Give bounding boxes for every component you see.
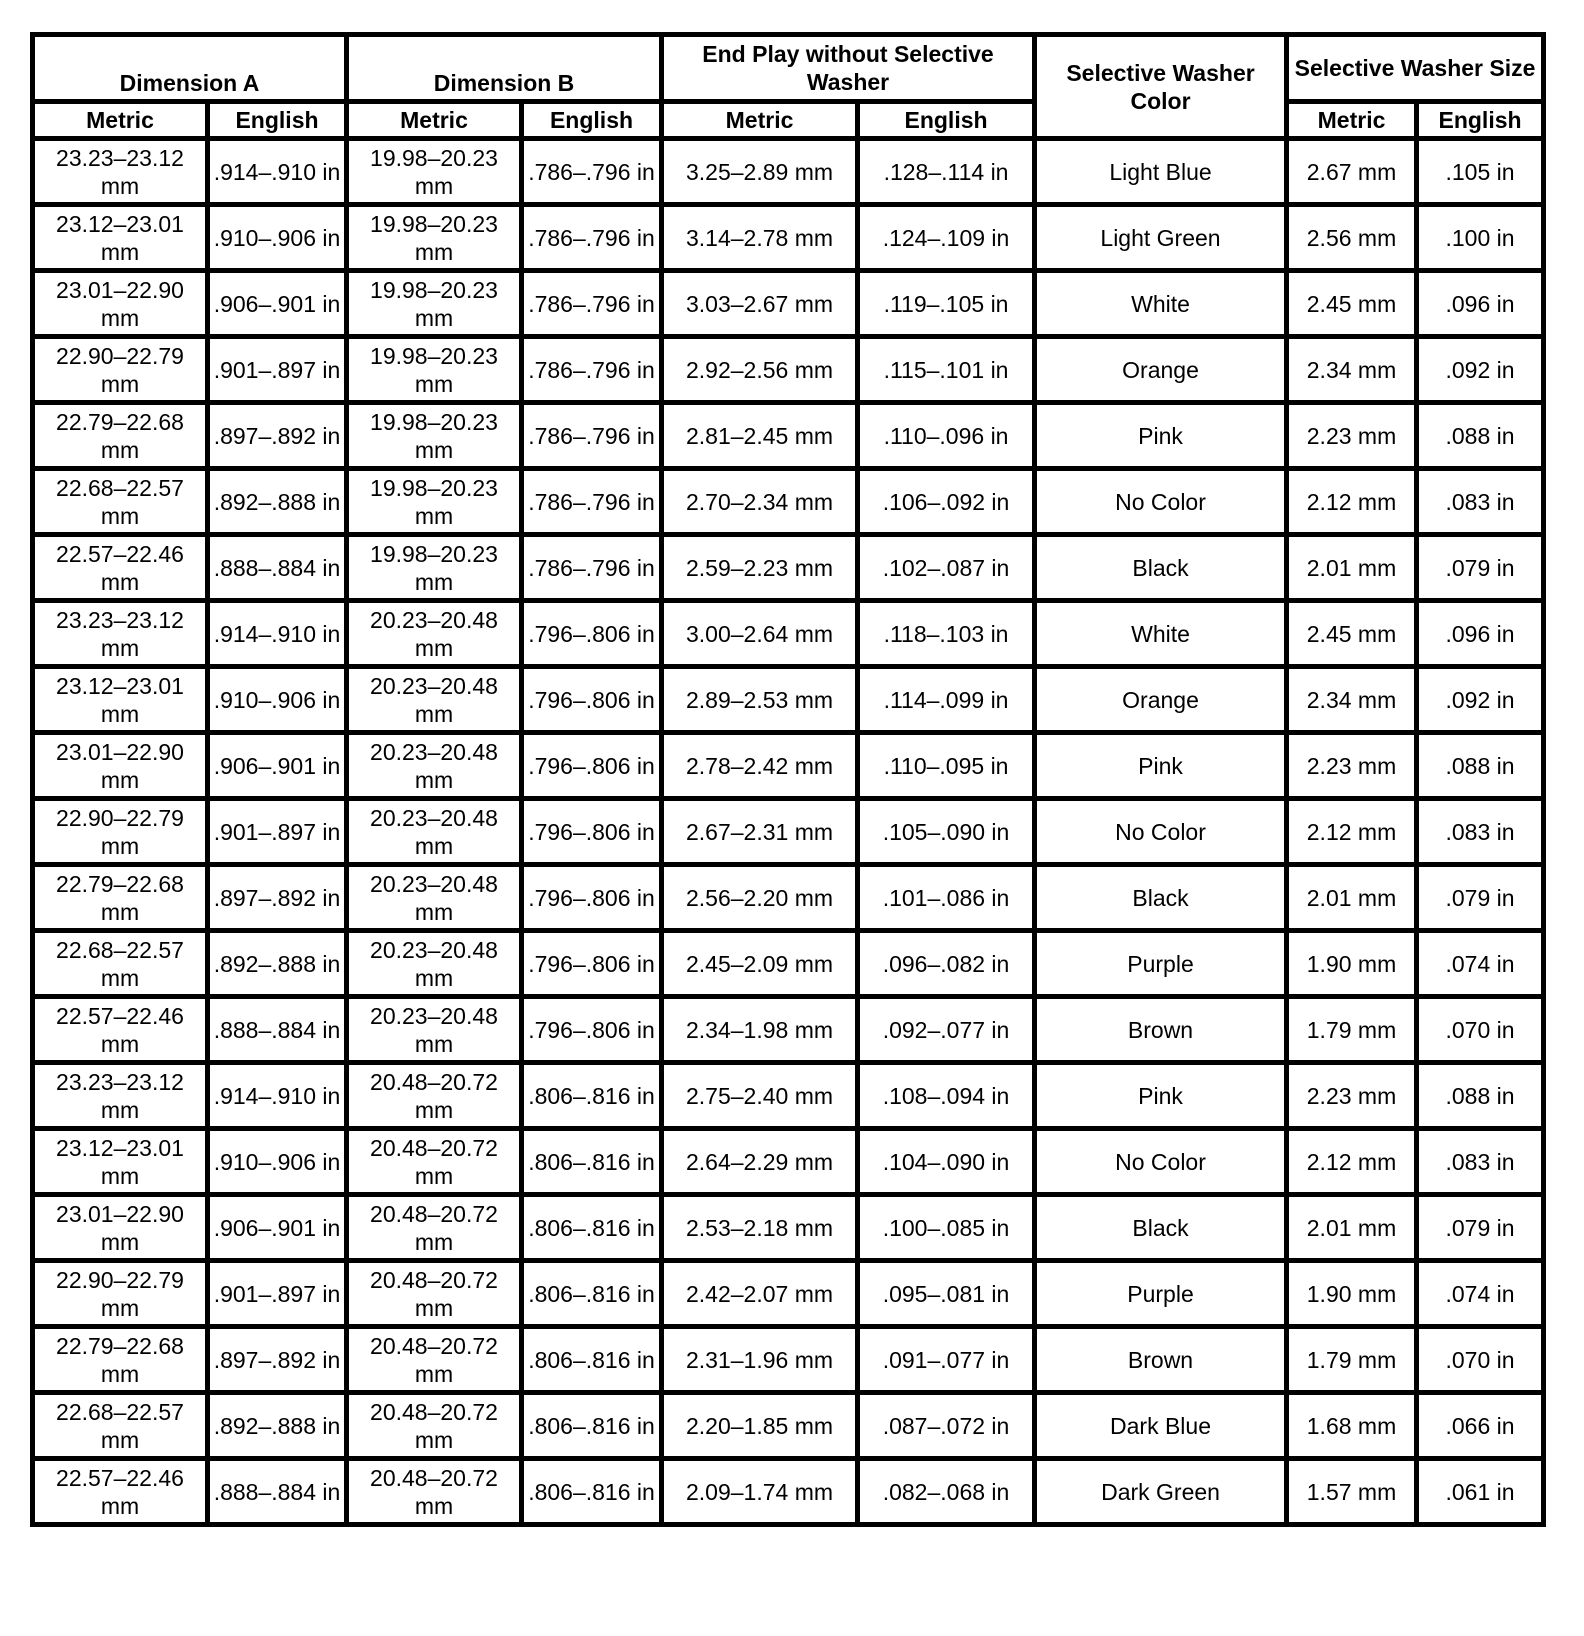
cell-washer-size-english: .074 in (1417, 1261, 1544, 1327)
cell-end-play-metric: 2.64–2.29 mm (662, 1129, 858, 1195)
cell-dim-a-metric: 22.79–22.68 mm (33, 865, 208, 931)
cell-end-play-metric: 2.92–2.56 mm (662, 337, 858, 403)
cell-dim-b-english: .796–.806 in (522, 799, 662, 865)
table-row (33, 733, 1544, 799)
table-row (33, 997, 1544, 1063)
cell-end-play-metric: 3.03–2.67 mm (662, 271, 858, 337)
header-metric: Metric (33, 102, 208, 139)
cell-washer-size-metric: 2.01 mm (1287, 1195, 1417, 1261)
header-end-play: End Play without Selective Washer (662, 35, 1035, 102)
table-row (33, 139, 1544, 205)
cell-end-play-metric: 3.00–2.64 mm (662, 601, 858, 667)
cell-end-play-english: .110–.095 in (858, 733, 1035, 799)
cell-dim-b-english: .786–.796 in (522, 403, 662, 469)
cell-washer-size-english: .088 in (1417, 733, 1544, 799)
cell-washer-size-english: .088 in (1417, 403, 1544, 469)
table-row (33, 535, 1544, 601)
cell-end-play-english: .110–.096 in (858, 403, 1035, 469)
cell-washer-size-metric: 1.90 mm (1287, 931, 1417, 997)
header-dimension-b: Dimension B (347, 35, 662, 102)
cell-washer-size-english: .074 in (1417, 931, 1544, 997)
cell-end-play-metric: 2.78–2.42 mm (662, 733, 858, 799)
cell-washer-size-metric: 1.79 mm (1287, 1327, 1417, 1393)
cell-dim-b-metric: 20.48–20.72 mm (347, 1063, 522, 1129)
cell-washer-size-english: .079 in (1417, 865, 1544, 931)
cell-washer-color: Black (1035, 865, 1287, 931)
cell-dim-a-metric: 23.01–22.90 mm (33, 1195, 208, 1261)
cell-washer-size-metric: 2.01 mm (1287, 535, 1417, 601)
cell-washer-size-english: .088 in (1417, 1063, 1544, 1129)
cell-dim-a-english: .897–.892 in (208, 403, 347, 469)
cell-dim-a-english: .892–.888 in (208, 1393, 347, 1459)
cell-dim-a-metric: 22.79–22.68 mm (33, 1327, 208, 1393)
cell-dim-b-english: .806–.816 in (522, 1063, 662, 1129)
cell-dim-a-english: .906–.901 in (208, 733, 347, 799)
cell-end-play-english: .128–.114 in (858, 139, 1035, 205)
cell-washer-size-english: .061 in (1417, 1459, 1544, 1525)
cell-end-play-english: .096–.082 in (858, 931, 1035, 997)
cell-dim-b-metric: 20.48–20.72 mm (347, 1459, 522, 1525)
cell-end-play-metric: 2.75–2.40 mm (662, 1063, 858, 1129)
cell-dim-a-metric: 22.57–22.46 mm (33, 535, 208, 601)
cell-dim-a-metric: 22.68–22.57 mm (33, 931, 208, 997)
cell-dim-a-metric: 23.23–23.12 mm (33, 139, 208, 205)
cell-washer-size-english: .083 in (1417, 799, 1544, 865)
cell-dim-a-metric: 22.90–22.79 mm (33, 337, 208, 403)
cell-washer-color: Orange (1035, 667, 1287, 733)
cell-washer-size-english: .070 in (1417, 1327, 1544, 1393)
cell-dim-a-english: .914–.910 in (208, 601, 347, 667)
cell-dim-a-english: .888–.884 in (208, 997, 347, 1063)
cell-washer-size-metric: 1.68 mm (1287, 1393, 1417, 1459)
cell-dim-b-metric: 20.48–20.72 mm (347, 1393, 522, 1459)
header-english: English (1417, 102, 1544, 139)
cell-dim-a-english: .901–.897 in (208, 337, 347, 403)
table-row (33, 403, 1544, 469)
cell-washer-size-english: .083 in (1417, 1129, 1544, 1195)
cell-washer-size-metric: 1.90 mm (1287, 1261, 1417, 1327)
cell-washer-size-english: .079 in (1417, 535, 1544, 601)
cell-dim-a-metric: 23.12–23.01 mm (33, 205, 208, 271)
cell-end-play-metric: 2.81–2.45 mm (662, 403, 858, 469)
cell-end-play-english: .102–.087 in (858, 535, 1035, 601)
cell-dim-a-english: .910–.906 in (208, 667, 347, 733)
cell-washer-size-english: .096 in (1417, 271, 1544, 337)
cell-washer-color: No Color (1035, 469, 1287, 535)
cell-dim-a-english: .910–.906 in (208, 1129, 347, 1195)
cell-end-play-metric: 3.14–2.78 mm (662, 205, 858, 271)
cell-dim-b-metric: 19.98–20.23 mm (347, 337, 522, 403)
header-english: English (858, 102, 1035, 139)
cell-washer-size-english: .079 in (1417, 1195, 1544, 1261)
cell-washer-size-metric: 2.23 mm (1287, 403, 1417, 469)
table-row (33, 1195, 1544, 1261)
cell-washer-color: White (1035, 271, 1287, 337)
cell-washer-color: No Color (1035, 799, 1287, 865)
cell-end-play-english: .104–.090 in (858, 1129, 1035, 1195)
cell-dim-b-metric: 19.98–20.23 mm (347, 469, 522, 535)
cell-dim-a-metric: 23.01–22.90 mm (33, 271, 208, 337)
cell-washer-size-metric: 2.12 mm (1287, 1129, 1417, 1195)
table-row (33, 601, 1544, 667)
cell-dim-b-metric: 19.98–20.23 mm (347, 271, 522, 337)
cell-dim-b-metric: 20.48–20.72 mm (347, 1261, 522, 1327)
cell-washer-size-english: .100 in (1417, 205, 1544, 271)
cell-dim-a-metric: 22.68–22.57 mm (33, 469, 208, 535)
table-row (33, 1129, 1544, 1195)
table-body (33, 139, 1544, 1525)
cell-end-play-english: .092–.077 in (858, 997, 1035, 1063)
cell-dim-b-metric: 20.48–20.72 mm (347, 1129, 522, 1195)
header-metric: Metric (662, 102, 858, 139)
table-row (33, 1327, 1544, 1393)
cell-dim-a-english: .914–.910 in (208, 1063, 347, 1129)
cell-dim-a-english: .892–.888 in (208, 931, 347, 997)
cell-dim-a-metric: 22.90–22.79 mm (33, 1261, 208, 1327)
cell-washer-size-metric: 2.12 mm (1287, 799, 1417, 865)
cell-washer-size-metric: 2.45 mm (1287, 601, 1417, 667)
table-row (33, 865, 1544, 931)
header-english: English (522, 102, 662, 139)
cell-end-play-metric: 2.70–2.34 mm (662, 469, 858, 535)
cell-dim-a-metric: 23.01–22.90 mm (33, 733, 208, 799)
cell-end-play-english: .115–.101 in (858, 337, 1035, 403)
cell-dim-b-english: .796–.806 in (522, 997, 662, 1063)
cell-end-play-metric: 2.42–2.07 mm (662, 1261, 858, 1327)
cell-dim-b-english: .806–.816 in (522, 1459, 662, 1525)
cell-dim-b-metric: 20.23–20.48 mm (347, 667, 522, 733)
cell-washer-color: Dark Green (1035, 1459, 1287, 1525)
table-row (33, 469, 1544, 535)
cell-end-play-english: .105–.090 in (858, 799, 1035, 865)
table-row (33, 205, 1544, 271)
cell-dim-a-metric: 22.57–22.46 mm (33, 1459, 208, 1525)
cell-washer-size-metric: 2.45 mm (1287, 271, 1417, 337)
cell-dim-b-metric: 20.48–20.72 mm (347, 1195, 522, 1261)
cell-dim-b-english: .806–.816 in (522, 1261, 662, 1327)
cell-end-play-metric: 2.34–1.98 mm (662, 997, 858, 1063)
cell-dim-b-english: .806–.816 in (522, 1393, 662, 1459)
cell-end-play-english: .118–.103 in (858, 601, 1035, 667)
cell-end-play-metric: 3.25–2.89 mm (662, 139, 858, 205)
cell-dim-a-metric: 23.23–23.12 mm (33, 1063, 208, 1129)
table-row (33, 271, 1544, 337)
cell-end-play-english: .091–.077 in (858, 1327, 1035, 1393)
cell-dim-b-metric: 20.23–20.48 mm (347, 931, 522, 997)
cell-dim-a-metric: 22.90–22.79 mm (33, 799, 208, 865)
cell-washer-color: Dark Blue (1035, 1393, 1287, 1459)
cell-end-play-metric: 2.20–1.85 mm (662, 1393, 858, 1459)
cell-dim-a-metric: 23.23–23.12 mm (33, 601, 208, 667)
cell-dim-b-metric: 19.98–20.23 mm (347, 205, 522, 271)
cell-washer-size-english: .066 in (1417, 1393, 1544, 1459)
cell-dim-a-english: .901–.897 in (208, 799, 347, 865)
cell-washer-size-english: .096 in (1417, 601, 1544, 667)
cell-dim-b-metric: 20.23–20.48 mm (347, 997, 522, 1063)
cell-end-play-metric: 2.89–2.53 mm (662, 667, 858, 733)
cell-dim-b-english: .796–.806 in (522, 931, 662, 997)
cell-dim-b-metric: 19.98–20.23 mm (347, 139, 522, 205)
cell-washer-size-metric: 1.79 mm (1287, 997, 1417, 1063)
cell-washer-size-metric: 2.56 mm (1287, 205, 1417, 271)
cell-dim-b-metric: 19.98–20.23 mm (347, 535, 522, 601)
header-row-groups (33, 35, 1544, 102)
cell-dim-a-metric: 22.57–22.46 mm (33, 997, 208, 1063)
cell-end-play-metric: 2.56–2.20 mm (662, 865, 858, 931)
cell-dim-b-english: .786–.796 in (522, 469, 662, 535)
cell-dim-b-english: .786–.796 in (522, 205, 662, 271)
cell-dim-b-metric: 20.23–20.48 mm (347, 865, 522, 931)
cell-dim-a-english: .914–.910 in (208, 139, 347, 205)
cell-dim-a-english: .897–.892 in (208, 1327, 347, 1393)
cell-washer-size-metric: 2.23 mm (1287, 1063, 1417, 1129)
cell-washer-color: Pink (1035, 403, 1287, 469)
cell-washer-size-english: .070 in (1417, 997, 1544, 1063)
cell-end-play-english: .101–.086 in (858, 865, 1035, 931)
cell-washer-size-metric: 2.12 mm (1287, 469, 1417, 535)
cell-end-play-english: .114–.099 in (858, 667, 1035, 733)
table-row (33, 1261, 1544, 1327)
cell-washer-size-metric: 2.67 mm (1287, 139, 1417, 205)
cell-dim-b-english: .786–.796 in (522, 535, 662, 601)
header-dimension-a: Dimension A (33, 35, 347, 102)
table-row (33, 1393, 1544, 1459)
cell-dim-a-english: .910–.906 in (208, 205, 347, 271)
cell-dim-a-english: .888–.884 in (208, 535, 347, 601)
header-metric: Metric (347, 102, 522, 139)
cell-washer-color: Pink (1035, 1063, 1287, 1129)
cell-dim-a-metric: 22.79–22.68 mm (33, 403, 208, 469)
cell-dim-a-english: .901–.897 in (208, 1261, 347, 1327)
table-row (33, 931, 1544, 997)
cell-dim-b-english: .806–.816 in (522, 1129, 662, 1195)
cell-dim-a-english: .906–.901 in (208, 271, 347, 337)
cell-dim-b-english: .796–.806 in (522, 865, 662, 931)
table-row (33, 799, 1544, 865)
cell-end-play-metric: 2.67–2.31 mm (662, 799, 858, 865)
cell-end-play-metric: 2.31–1.96 mm (662, 1327, 858, 1393)
cell-washer-size-english: .105 in (1417, 139, 1544, 205)
cell-dim-a-metric: 22.68–22.57 mm (33, 1393, 208, 1459)
cell-end-play-metric: 2.53–2.18 mm (662, 1195, 858, 1261)
cell-washer-size-metric: 2.34 mm (1287, 337, 1417, 403)
cell-washer-color: Light Blue (1035, 139, 1287, 205)
cell-washer-color: Brown (1035, 997, 1287, 1063)
cell-dim-a-english: .888–.884 in (208, 1459, 347, 1525)
cell-dim-b-english: .806–.816 in (522, 1195, 662, 1261)
cell-dim-a-english: .906–.901 in (208, 1195, 347, 1261)
table-row (33, 1459, 1544, 1525)
table-row (33, 667, 1544, 733)
cell-washer-color: Purple (1035, 1261, 1287, 1327)
cell-end-play-english: .082–.068 in (858, 1459, 1035, 1525)
cell-washer-size-metric: 2.01 mm (1287, 865, 1417, 931)
cell-dim-a-english: .892–.888 in (208, 469, 347, 535)
header-row-units (33, 102, 1544, 139)
cell-washer-color: No Color (1035, 1129, 1287, 1195)
cell-washer-color: Black (1035, 535, 1287, 601)
header-washer-size: Selective Washer Size (1287, 35, 1544, 102)
table-row (33, 1063, 1544, 1129)
cell-washer-color: Orange (1035, 337, 1287, 403)
cell-washer-size-metric: 2.23 mm (1287, 733, 1417, 799)
cell-dim-a-metric: 23.12–23.01 mm (33, 667, 208, 733)
cell-washer-color: White (1035, 601, 1287, 667)
cell-washer-size-metric: 2.34 mm (1287, 667, 1417, 733)
cell-washer-color: Purple (1035, 931, 1287, 997)
cell-washer-color: Light Green (1035, 205, 1287, 271)
cell-end-play-metric: 2.09–1.74 mm (662, 1459, 858, 1525)
header-washer-color: Selective Washer Color (1035, 35, 1287, 139)
cell-dim-b-english: .786–.796 in (522, 139, 662, 205)
header-english: English (208, 102, 347, 139)
cell-end-play-metric: 2.59–2.23 mm (662, 535, 858, 601)
cell-dim-a-metric: 23.12–23.01 mm (33, 1129, 208, 1195)
cell-dim-b-english: .796–.806 in (522, 733, 662, 799)
cell-end-play-english: .106–.092 in (858, 469, 1035, 535)
cell-dim-b-english: .796–.806 in (522, 667, 662, 733)
cell-end-play-english: .119–.105 in (858, 271, 1035, 337)
cell-dim-b-english: .806–.816 in (522, 1327, 662, 1393)
cell-end-play-metric: 2.45–2.09 mm (662, 931, 858, 997)
cell-washer-size-english: .083 in (1417, 469, 1544, 535)
cell-washer-color: Pink (1035, 733, 1287, 799)
cell-washer-size-english: .092 in (1417, 667, 1544, 733)
cell-dim-b-metric: 20.23–20.48 mm (347, 733, 522, 799)
cell-end-play-english: .124–.109 in (858, 205, 1035, 271)
selective-washer-table (30, 32, 1546, 1527)
cell-dim-b-english: .786–.796 in (522, 337, 662, 403)
cell-washer-color: Brown (1035, 1327, 1287, 1393)
cell-washer-size-metric: 1.57 mm (1287, 1459, 1417, 1525)
cell-dim-b-english: .796–.806 in (522, 601, 662, 667)
cell-end-play-english: .100–.085 in (858, 1195, 1035, 1261)
cell-dim-b-metric: 20.48–20.72 mm (347, 1327, 522, 1393)
cell-dim-b-english: .786–.796 in (522, 271, 662, 337)
cell-end-play-english: .108–.094 in (858, 1063, 1035, 1129)
cell-dim-b-metric: 19.98–20.23 mm (347, 403, 522, 469)
table-row (33, 337, 1544, 403)
cell-end-play-english: .087–.072 in (858, 1393, 1035, 1459)
cell-dim-b-metric: 20.23–20.48 mm (347, 799, 522, 865)
cell-end-play-english: .095–.081 in (858, 1261, 1035, 1327)
cell-washer-color: Black (1035, 1195, 1287, 1261)
cell-washer-size-english: .092 in (1417, 337, 1544, 403)
cell-dim-a-english: .897–.892 in (208, 865, 347, 931)
cell-dim-b-metric: 20.23–20.48 mm (347, 601, 522, 667)
header-metric: Metric (1287, 102, 1417, 139)
